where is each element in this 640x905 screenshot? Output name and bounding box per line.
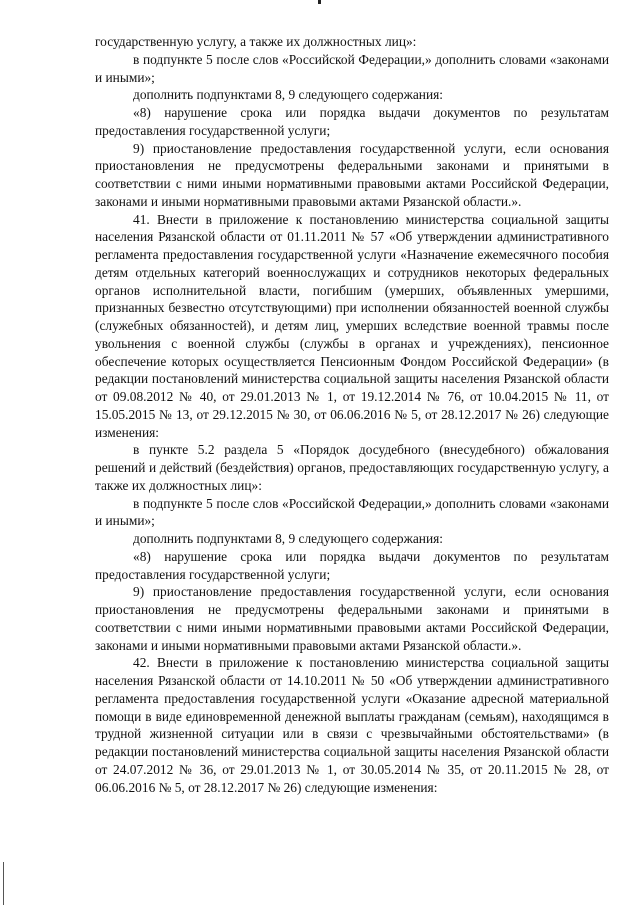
paragraph-subpoint-8: «8) нарушение срока или порядка выдачи документов по результатам предоставления государственной услуги; [95, 548, 609, 582]
scan-edge-line [3, 862, 4, 905]
paragraph-item-42: 42. Внести в приложение к постановлению министерства социальной защиты населения Рязанской области от 14.10.2011 № 50 «Об утверждении административного регламента предоставления государственной услуги «Оказание адресной материальной помощи в виде единовременной денежной выплаты гражданам (семьям), находящимся в трудной жизненной ситуации или в связи с чрезвычайными обстоятельствами» (в редакции постановлений министерства социальной защиты населения Рязанской области от 24.07.2012 № 36, от 29.01.2013 № 1, от 30.05.2014 № 35, от 20.11.2015 № 28, от 06.06.2016 № 5, от 28.12.2017 № 26) следующие изменения: [95, 655, 609, 795]
scan-mark [318, 0, 321, 4]
paragraph-subpoint-9: 9) приостановление предоставления государственной услуги, если основания приостановления не предусмотрены федеральными законами и принятыми в соответствии с ними иными нормативными правовыми актами Российской Федерации, законами и иными нормативными правовыми актами Рязанской области.». [95, 140, 609, 209]
paragraph-item-41: 41. Внести в приложение к постановлению министерства социальной защиты населения Рязанской области от 01.11.2011 № 57 «Об утверждении административного регламента предоставления государственной услуги «Назначение ежемесячного пособия детям отдельных категорий военнослужащих и сотрудников некоторых федеральных органов исполнительной власти, погибшим (умерших, объявленных умершими, признанных безвестно отсутствующими) при исполнении обязанностей военной службы (служебных обязанностей), и детям лиц, умерших вследствие военной травмы после увольнения с военной службы (службы в органах и учреждениях), пенсионное обеспечение которых осуществляется Пенсионным Фондом Российской Федерации» (в редакции постановлений министерства социальной защиты населения Рязанской области от 09.08.2012 № 40, от 29.01.2013 № 1, от 19.12.2014 № 76, от 10.04.2015 № 11, от 15.05.2015 № 13, от 29.12.2015 № 30, от 06.06.2016 № 5, от 28.12.2017 № 26) следующие изменения: [95, 211, 609, 440]
paragraph-subpoint-9: 9) приостановление предоставления государственной услуги, если основания приостановления не предусмотрены федеральными законами и принятыми в соответствии с ними иными нормативными правовыми актами Российской Федерации, законами и иными нормативными правовыми актами Рязанской области.». [95, 584, 609, 653]
paragraph-point-5-2: в пункте 5.2 раздела 5 «Порядок досудебного (внесудебного) обжалования решений и действий (бездействия) органов, предоставляющих государственную услугу, а также их должностных лиц»: [95, 442, 609, 493]
paragraph-add-subpoints: дополнить подпунктами 8, 9 следующего содержания: [133, 87, 444, 103]
paragraph-subpoint-8: «8) нарушение срока или порядка выдачи документов по результатам предоставления государственной услуги; [95, 105, 609, 138]
paragraph-subpoint-5-amendment: в подпункте 5 после слов «Российской Федерации,» дополнить словами «законами и иными»; [95, 51, 609, 85]
document-body [95, 33, 609, 796]
paragraph-continuation: государственную услугу, а также их должностных лиц»: [95, 34, 417, 49]
paragraph-subpoint-5-amendment: в подпункте 5 после слов «Российской Федерации,» дополнить словами «законами и иными»; [95, 495, 609, 529]
paragraph-add-subpoints: дополнить подпунктами 8, 9 следующего содержания: [133, 531, 444, 546]
